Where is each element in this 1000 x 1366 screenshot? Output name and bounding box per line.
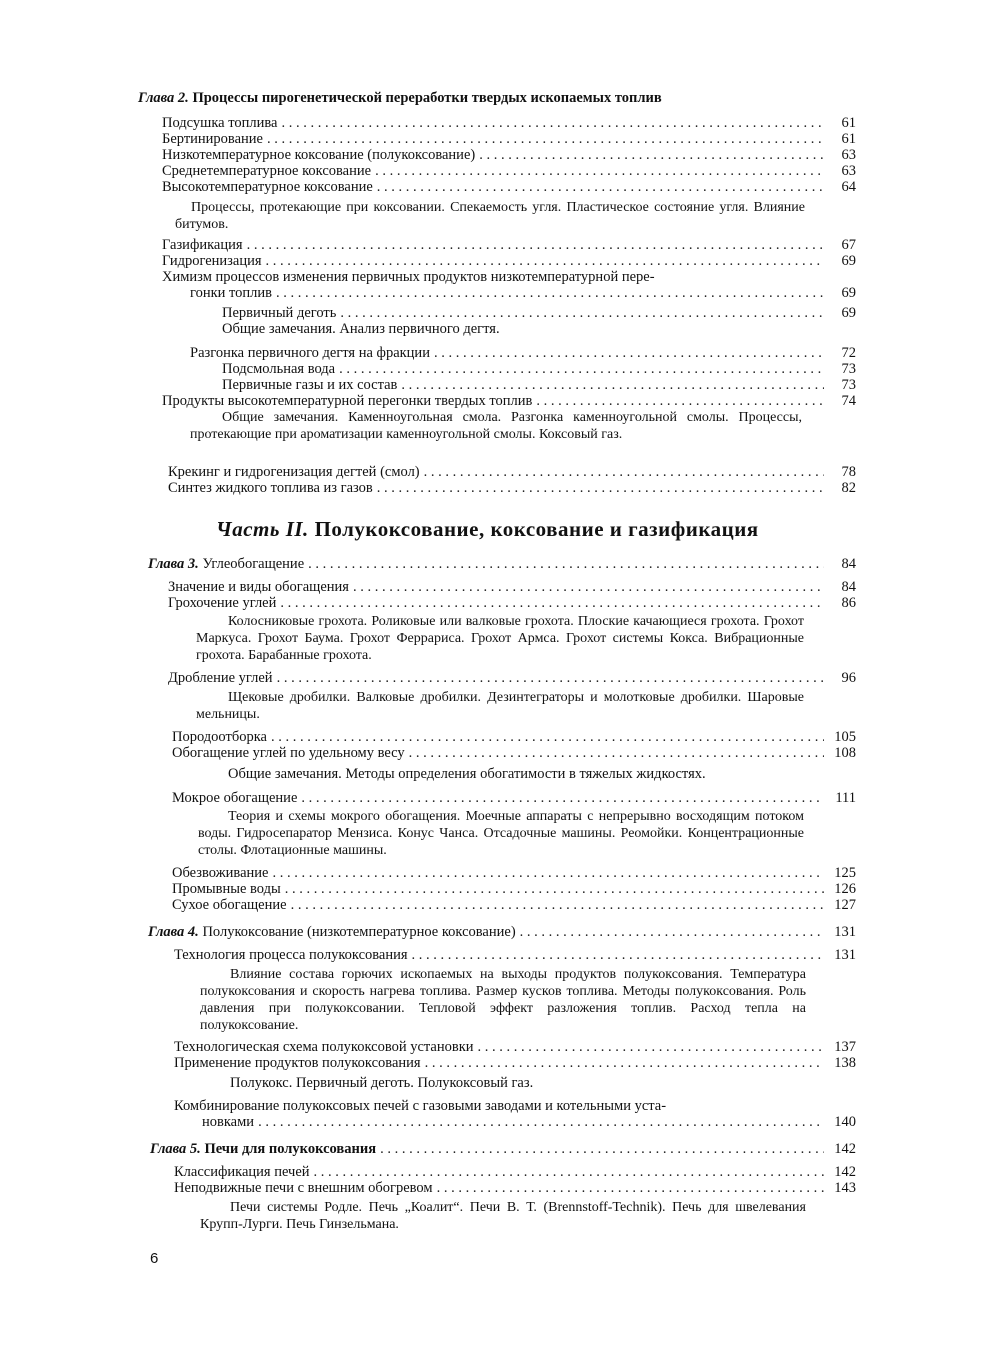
entry-title: Сухое обогащение (172, 897, 287, 913)
toc-entry (222, 305, 856, 322)
entry-page: 74 (841, 393, 856, 409)
part-2-title: Полукоксование, коксование и газификация (314, 517, 759, 541)
entry-title: Дробление углей (168, 670, 273, 686)
chapter-2-title: Процессы пирогенетической переработки твердых ископаемых топлив (192, 90, 662, 106)
chapter-5-heading (150, 1141, 856, 1158)
chapter-5-title: Печи для полукоксования (204, 1141, 377, 1157)
chapter-3-heading (148, 556, 856, 573)
entry-title: Первичный деготь (222, 305, 337, 321)
entry-page: 105 (834, 729, 856, 745)
entry-title: Промывные воды (172, 881, 281, 897)
entry-page: 86 (841, 595, 856, 611)
entry-title: Разгонка первичного дегтя на фракции (190, 345, 430, 361)
toc-entry (190, 345, 856, 362)
entry-title: Классификация печей (174, 1164, 310, 1180)
entry-page: 131 (834, 947, 856, 963)
entry-title: Подсушка топлива (162, 115, 278, 131)
entry-page: 138 (834, 1055, 856, 1071)
entry-page: 126 (834, 881, 856, 897)
entry-title: Значение и виды обогащения (168, 579, 349, 595)
chapter-4-label: Глава 4. (148, 924, 199, 940)
section-note: Печи системы Родле. Печь „Коалит“. Печи В. Т. (Brennstoff-Technik). Печь для швелевания Крупп-Лурги. Печь Гинзельмана. (200, 1200, 806, 1232)
entry-title: Породоотборка (172, 729, 267, 745)
toc-entry (162, 237, 856, 254)
toc-entry (172, 865, 856, 882)
entry-title: Продукты высокотемпературной перегонки твердых топлив (162, 393, 533, 409)
entry-page: 140 (834, 1114, 856, 1130)
entry-page: 73 (841, 361, 856, 377)
toc-entry (162, 253, 856, 270)
entry-page: 82 (841, 480, 856, 496)
toc-entry (162, 393, 856, 410)
toc-entry (174, 947, 856, 964)
entry-title: Применение продуктов полукоксования (174, 1055, 421, 1071)
entry-title: Технологическая схема полукоксовой установки (174, 1039, 474, 1055)
section-note: Влияние состава горючих ископаемых на выходы продуктов полукоксования. Температура полукоксования и скорость нагрева топлива. Размер кусков топлива. Методы полукоксования. Роль давления при полукоксовании. Тепловой эффект разложения топлив. Расход тепла на полукоксование. (200, 967, 806, 1033)
toc-entry (168, 670, 856, 687)
toc-entry (162, 147, 856, 164)
entry-page: 111 (835, 790, 856, 806)
chapter-2-label: Глава 2. (138, 90, 189, 106)
entry-page: 61 (841, 131, 856, 147)
toc-entry (222, 377, 856, 394)
section-note: Полукокс. Первичный деготь. Полукоксовый газ. (230, 1075, 534, 1091)
entry-title: Неподвижные печи с внешним обогревом (174, 1180, 433, 1196)
entry-page: 67 (841, 237, 856, 253)
chapter-5-label: Глава 5. (150, 1141, 201, 1157)
entry-page: 72 (841, 345, 856, 361)
toc-entry (174, 1180, 856, 1197)
entry-page: 127 (834, 897, 856, 913)
entry-page: 108 (834, 745, 856, 761)
entry-page: 73 (841, 377, 856, 393)
entry-page: 96 (841, 670, 856, 686)
entry-page: 63 (841, 147, 856, 163)
entry-title: Мокрое обогащение (172, 790, 298, 806)
entry-title: Гидрогенизация (162, 253, 262, 269)
entry-title: Бертинирование (162, 131, 263, 147)
section-note: Процессы, протекающие при коксовании. Спекаемость угля. Пластическое состояние угля. Влияние битумов. (175, 200, 805, 232)
toc-entry (172, 881, 856, 898)
entry-title: Синтез жидкого топлива из газов (168, 480, 373, 496)
toc-entry (174, 1039, 856, 1056)
entry-page: 78 (841, 464, 856, 480)
entry-page: 142 (834, 1141, 856, 1157)
chapter-2-heading (138, 90, 662, 107)
entry-page: 142 (834, 1164, 856, 1180)
chapter-4-title: Полукоксование (низкотемпературное коксование) (202, 924, 516, 940)
entry-page: 84 (841, 556, 856, 572)
toc-entry (162, 131, 856, 148)
toc-entry (168, 464, 856, 481)
toc-entry (162, 179, 856, 196)
toc-entry (168, 480, 856, 497)
entry-title: Газификация (162, 237, 243, 253)
entry-page: 131 (834, 924, 856, 940)
entry-page: 125 (834, 865, 856, 881)
entry-title: Крекинг и гидрогенизация дегтей (смол) (168, 464, 420, 480)
toc-entry (168, 595, 856, 612)
toc-entry (172, 745, 856, 762)
entry-title: Первичные газы и их состав (222, 377, 398, 393)
section-note: Колосниковые грохота. Роликовые или валковые грохота. Плоские качающиеся грохота. Грохот Маркуса. Грохот Баума. Грохот Феррариса. Грохот Армса. Грохот системы Кокса. Вибрационные грохота. Барабанные грохота. (196, 614, 804, 663)
entry-page: 143 (834, 1180, 856, 1196)
chapter-3-title: Углеобогащение (202, 556, 305, 572)
page-number: 6 (150, 1250, 159, 1267)
section-note: Щековые дробилки. Валковые дробилки. Дезинтеграторы и молотковые дробилки. Шаровые мельницы. (196, 690, 804, 722)
entry-page: 84 (841, 579, 856, 595)
part-2-label: Часть II. (216, 517, 309, 541)
entry-page: 69 (841, 305, 856, 321)
entry-title: Грохочение углей (168, 595, 277, 611)
section-note: Общие замечания. Каменноугольная смола. Разгонка каменноугольной смолы. Процессы, протекающие при ароматизации каменноугольной смолы. Коксовый газ. (190, 410, 802, 442)
toc-entry (172, 729, 856, 746)
toc-entry (162, 163, 856, 180)
toc-entry (162, 115, 856, 132)
toc-entry (190, 285, 856, 302)
entry-title: новками (202, 1114, 255, 1130)
part-2-heading (216, 517, 759, 542)
entry-title: Среднетемпературное коксование (162, 163, 372, 179)
entry-title: Подсмольная вода (222, 361, 336, 377)
toc-entry (222, 361, 856, 378)
section-note: Общие замечания. Анализ первичного дегтя. (222, 321, 500, 337)
entry-title: Технология процесса полукоксования (174, 947, 408, 963)
entry-title: Высокотемпературное коксование (162, 179, 373, 195)
entry-page: 69 (841, 285, 856, 301)
toc-entry (174, 1164, 856, 1181)
entry-title: Обогащение углей по удельному весу (172, 745, 405, 761)
entry-page: 63 (841, 163, 856, 179)
entry-page: 64 (841, 179, 856, 195)
entry-title: Обезвоживание (172, 865, 269, 881)
toc-entry (172, 897, 856, 914)
toc-entry (174, 1055, 856, 1072)
section-note: Теория и схемы мокрого обогащения. Моечные аппараты с непрерывно восходящим потоком воды. Гидросепаратор Мензиса. Конус Чанса. Отсадочные машины. Реомойки. Концентрационные столы. Флотационные машины. (198, 809, 804, 858)
entry-title: Низкотемпературное коксование (полукоксование) (162, 147, 476, 163)
entry-page: 61 (841, 115, 856, 131)
entry-page: 69 (841, 253, 856, 269)
toc-entry (172, 790, 856, 807)
toc-entry-line: Химизм процессов изменения первичных продуктов низкотемпературной пере- (162, 269, 655, 285)
toc-entry-line: Комбинирование полукоксовых печей с газовыми заводами и котельными уста- (174, 1098, 667, 1114)
section-note: Общие замечания. Методы определения обогатимости в тяжелых жидкостях. (228, 766, 706, 782)
toc-entry (168, 579, 856, 596)
chapter-4-heading (148, 924, 856, 941)
entry-title: гонки топлив (190, 285, 273, 301)
toc-entry (202, 1114, 856, 1131)
chapter-3-label: Глава 3. (148, 556, 199, 572)
entry-page: 137 (834, 1039, 856, 1055)
